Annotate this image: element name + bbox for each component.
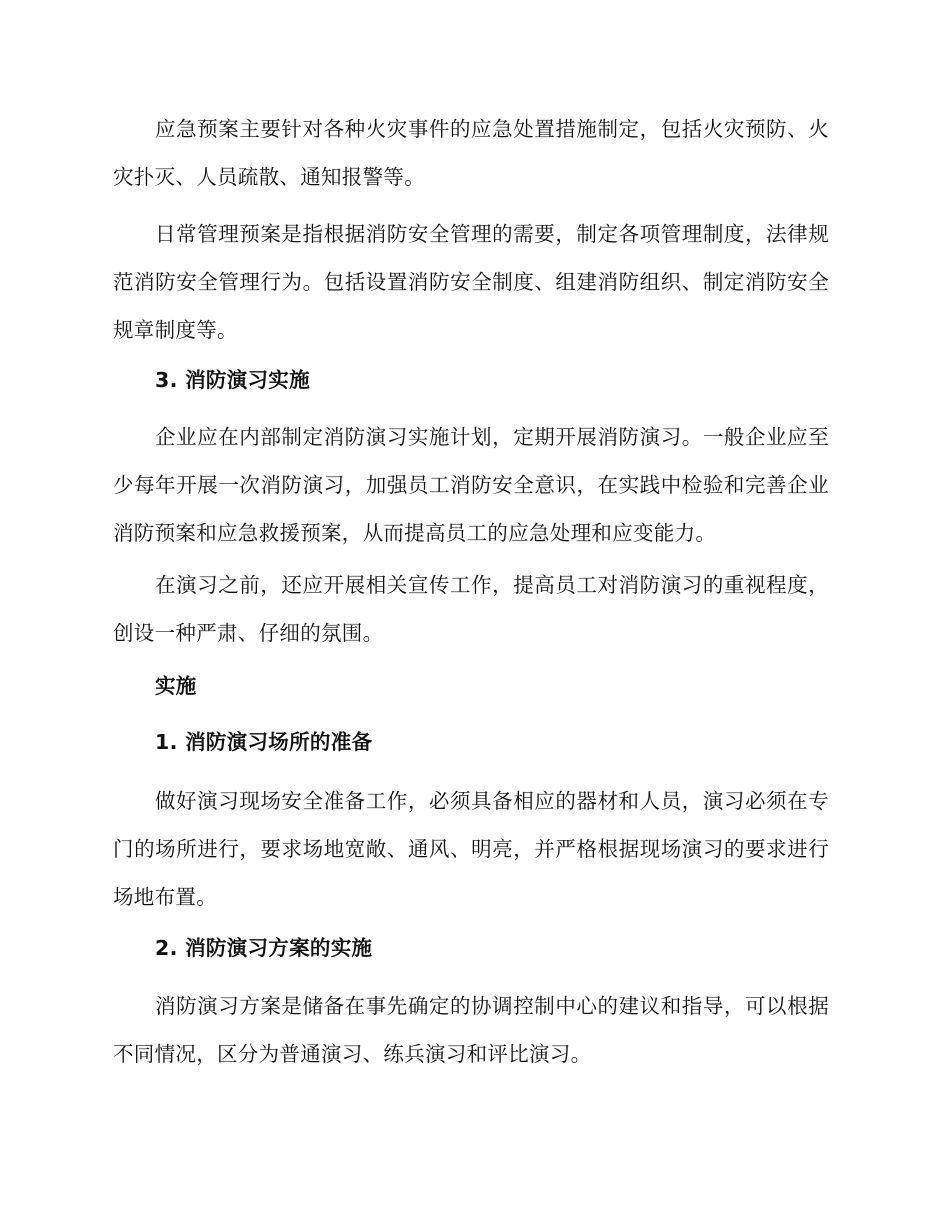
paragraph-venue-preparation: 做好演习现场安全准备工作，必须具备相应的器材和人员，演习必须在专门的场所进行，要求场地宽敞、通风、明亮，并严格根据现场演习的要求进行场地布置。 [113,789,829,909]
section-heading-venue-preparation: 1. 消防演习场所的准备 [155,730,373,754]
paragraph-daily-management-plan: 日常管理预案是指根据消防安全管理的需要，制定各项管理制度，法律规范消防安全管理行为。包括设置消防安全制度、组建消防组织、制定消防安全规章制度等。 [113,222,829,342]
section-heading-drill-implementation: 3. 消防演习实施 [155,368,310,392]
paragraph-drill-plan: 企业应在内部制定消防演习实施计划，定期开展消防演习。一般企业应至少每年开展一次消防演习，加强员工消防安全意识，在实践中检验和完善企业消防预案和应急救援预案，从而提高员工的应急处理和应变能力。 [113,425,829,545]
paragraph-drill-scheme: 消防演习方案是储备在事先确定的协调控制中心的建议和指导，可以根据不同情况，区分为普通演习、练兵演习和评比演习。 [113,994,829,1066]
section-heading-drill-scheme: 2. 消防演习方案的实施 [155,936,373,960]
section-heading-implementation: 实施 [155,674,197,698]
paragraph-emergency-plan: 应急预案主要针对各种火灾事件的应急处置措施制定，包括火灾预防、火灾扑灭、人员疏散、通知报警等。 [113,117,829,189]
paragraph-drill-publicity: 在演习之前，还应开展相关宣传工作，提高员工对消防演习的重视程度，创设一种严肃、仔细的氛围。 [113,573,829,645]
